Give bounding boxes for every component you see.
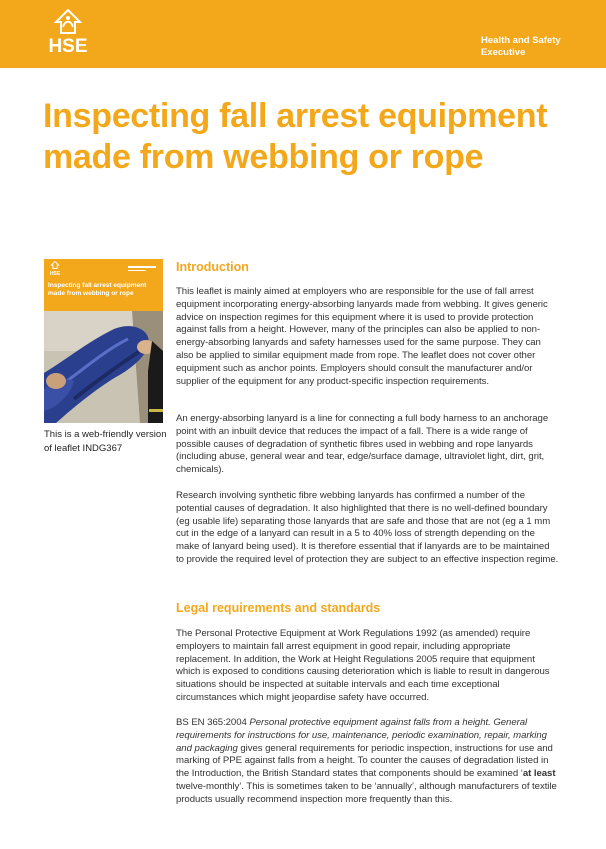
- intro-paragraph-1: This leaflet is mainly aimed at employers who are responsible for the use of fall arrest equipment incorporating energy-absorbing lanyards made from webbing. It gives generic advice on inspection regimes for this equipment where it is used to provide protection against falls from a height. However, many of the principles can also be applied to non-energy-absorbing lanyards and safety harnesses used for the same purpose. They can also be applied to similar equipment made from rope. The leaflet does not cover other equipment such as anchor points. Employers should consult the manufacturer and/or supplier of the equipment for any product-specific inspection requirements.: [176, 286, 548, 387]
- lanyard-photo: [44, 311, 163, 423]
- at-least-emphasis: at least: [522, 768, 556, 780]
- org-line-1: Health and Safety: [481, 35, 561, 46]
- title-line-2: made from webbing or rope: [43, 138, 484, 176]
- intro-paragraph-2: An energy-absorbing lanyard is a line for connecting a full body harness to an anchorage point with an inbuilt device that reduces the impact of a fall. There is a wide range of possible causes of degradation of synthetic fibres used in webbing and rope lanyards (including abuse, general wear and tear, edge/surface damage, ultraviolet light, dirt, grit, chemicals).: [176, 413, 549, 476]
- thumbnail-header: [44, 259, 163, 277]
- intro-paragraph-3: Research involving synthetic fibre webbing lanyards has confirmed a number of the potential causes of degradation. It also highlighted that there is no well-defined boundary (eg usable life) separating those lanyards that are safe and those that are not (eg a 1 mm cut in the edge of a lanyard can result in a 5 to 40% loss of strength depending on the make of lanyard being used). It is therefore essential that if lanyards are to be maintained to provide the required level of protection they are subject to an effective inspection regime.: [176, 490, 559, 565]
- introduction-heading: Introduction: [176, 260, 249, 274]
- page-title: [43, 96, 583, 178]
- standard-description: gives general requirements for periodic inspection, instructions for use and marking of PPE against falls from a height. To counter the causes of degradation listed in the Introduction, the British Standard states that components should be examined ‘: [176, 742, 553, 780]
- thumbnail-org-lines: [128, 266, 160, 271]
- thumbnail-logo: [48, 261, 62, 275]
- hse-emblem-icon: [54, 9, 82, 35]
- caption-line-1: This is a web-friendly version: [44, 429, 167, 440]
- standard-number: BS EN 365:2004: [176, 717, 250, 728]
- legal-paragraph-2: [176, 717, 560, 807]
- hse-logo-text: HSE: [48, 36, 88, 57]
- header-band: [0, 0, 606, 68]
- legal-heading: Legal requirements and standards: [176, 601, 381, 615]
- thumbnail-title: Inspecting fall arrest equipment made from webbing or rope: [48, 282, 147, 297]
- thumbnail-emblem-icon: [50, 261, 60, 269]
- thumbnail-caption: [44, 428, 169, 455]
- org-line-2: Executive: [481, 46, 526, 58]
- title-line-1: Inspecting fall arrest equipment: [43, 97, 548, 135]
- legal-paragraph-1: The Personal Protective Equipment at Work Regulations 1992 (as amended) require employers to maintain fall arrest equipment in good repair, including appropriate replacement. In addition, the Work at Height Regulations 2005 require that equipment which is exposed to conditions causing deterioration which is liable to result in dangerous situations should be inspected at suitable intervals and each time exceptional circumstances which might jeopardise safety have occurred.: [176, 628, 550, 703]
- organisation-name: [481, 35, 561, 58]
- leaflet-cover-thumbnail: [44, 259, 163, 423]
- standard-title: Personal protective equipment against falls from a height. General requirements for instructions for use, maintenance, periodic examination, repair, marking and packaging: [176, 717, 547, 754]
- hse-logo: [43, 9, 93, 59]
- caption-line-2: of leaflet INDG367: [44, 442, 123, 454]
- thumbnail-logo-text: HSE: [49, 271, 61, 277]
- standard-description-end: twelve-monthly’. This is sometimes taken to be ‘annually’, although manufacturers of textile products usually recommend inspection more frequently than this.: [176, 780, 557, 805]
